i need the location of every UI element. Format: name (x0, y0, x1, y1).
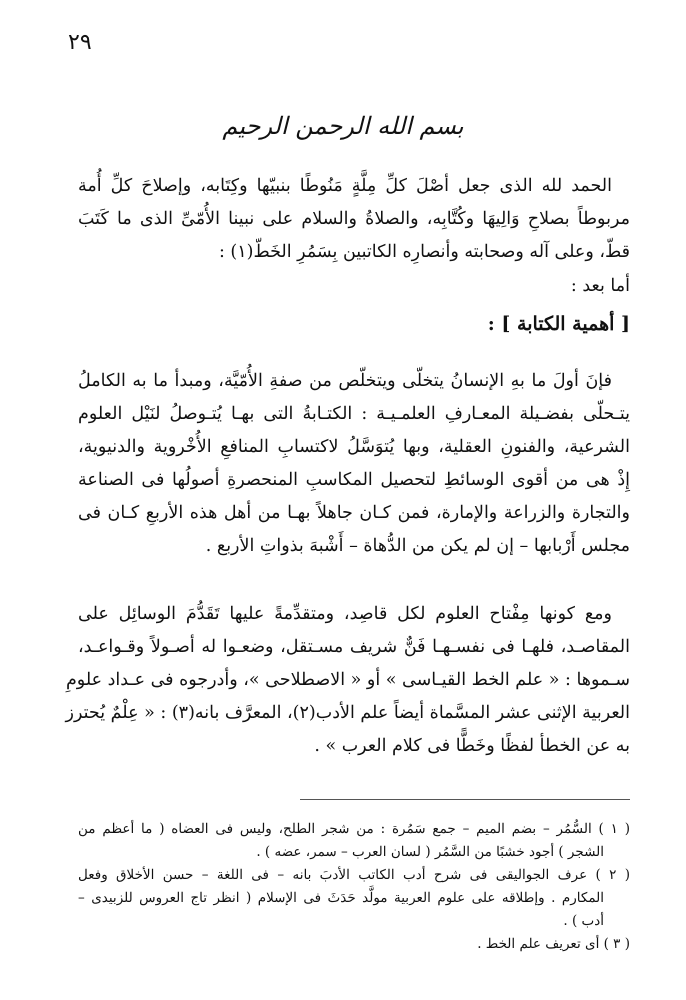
footnote-line: الشجر ) أجود خشبًا من السَّمُر ( لسان العرب – سمر، عضه ) . (256, 844, 604, 860)
text-line: قطّ، وعلى آله وصحابته وأنصارِه الكاتبين بِسَمُرِ الخَطّ(١) : (218, 242, 630, 262)
footnote-line: المكارم . وإطلاقه على علوم العربية مولَّد حَدَثَ فى الإسلام ( انظر تاج العروس للزبيدى – (78, 890, 604, 906)
page-number: ٢٩ (68, 30, 92, 55)
text-line: به عن الخطأ لفظًا وخَطًّا فى كلام العرب » . (314, 736, 630, 756)
text-line: الشرعية، والفنونِ العقلية، وبها يُتوَسَّلُ لاكتسابِ المنافعِ الأُخْروية والدنيوية، (78, 437, 630, 457)
text-line: مجلس أَرْبابها – إن لم يكن من الدُّهاة – أَشْبهَ بذواتِ الأربع . (205, 536, 630, 556)
footnote-line: ( ٣ ) أى تعريف علم الخط . (477, 936, 630, 952)
amma-bad: أما بعد : (570, 276, 630, 296)
text-line: يتـحلّى بفضـيلة المعـارفِ العلمـيـة : الكتـابةُ التى بهـا يُتـوصلُ لنَيْل العلوم (78, 404, 630, 424)
text-line: إِذْ هى من أقوى الوسائطِ لتحصيل المكاسبِ المنحصرةِ أصولُها فى الصناعة (78, 470, 630, 490)
intro-paragraph (78, 170, 630, 269)
text-line: الحمد لله الذى جعل أصْلَ كلِّ مِلَّةٍ مَنُوطًا بنبيّها وكِتَابه، وإصلاحَ كلِّ أُمة (78, 176, 612, 196)
footnote-divider (300, 799, 630, 800)
text-line: والتجارة والزراعة والإمارة، فمن كـان جاهلاً بهـا من أهل هذه الأربعِ كـان فى (78, 503, 630, 523)
footnote-line: أدب ) . (563, 913, 604, 929)
text-line: العربية الإثنى عشر المسَّماة أيضاً علم الأدب(٢)، المعرَّف بانه(٣) : « عِلْمٌ يُحترز (65, 703, 630, 723)
text-line: فإنَ أولَ ما بهِ الإنسانُ يتخلّى ويتخلّص من صفةِ الأُمّيَّة، ومبدأ ما به الكاملُ (78, 371, 612, 391)
paragraph-1 (78, 365, 630, 563)
text-line: ومع كونها مِفْتاح العلوم لكل قاصِد، ومتقدِّمةً عليها تَقَدُّمَ الوسائِل على (78, 604, 612, 624)
paragraph-2 (65, 598, 630, 763)
footnote-line: ( ١ ) السُّمُر – بضم الميم – جمع سَمُرة : من شجر الطلح، وليس فى العضاه ( ما أعظم من (78, 821, 630, 837)
text-line: مربوطاً بصلاحِ وَالِيهَا وكُتَّابِه، والصلاةُ والسلام على نبينا الأُمّىِّ الذى ما كَتَبَ (78, 209, 630, 229)
footnote-line: ( ٢ ) عرف الجواليقى فى شرح أدب الكاتب الأدبَ بانه – فى اللغة – حسن الأخلاق وفعل (78, 867, 630, 883)
text-line: سـموها : « علم الخط القيـاسى » أو « الاصطلاحى »، وأدرجوه فى عـداد علومِ (65, 670, 630, 690)
footnotes (78, 818, 630, 956)
text-line: المقاصـد، فلهـا فى نفسـهـا فَنٌّ شريف مسـتقل، وضعـوا له أصـولاً وقـواعـد، (78, 637, 630, 657)
basmala: بسم الله الرحمن الرحيم (222, 112, 464, 140)
section-heading: [ أهمية الكتابة ] : (487, 313, 630, 335)
